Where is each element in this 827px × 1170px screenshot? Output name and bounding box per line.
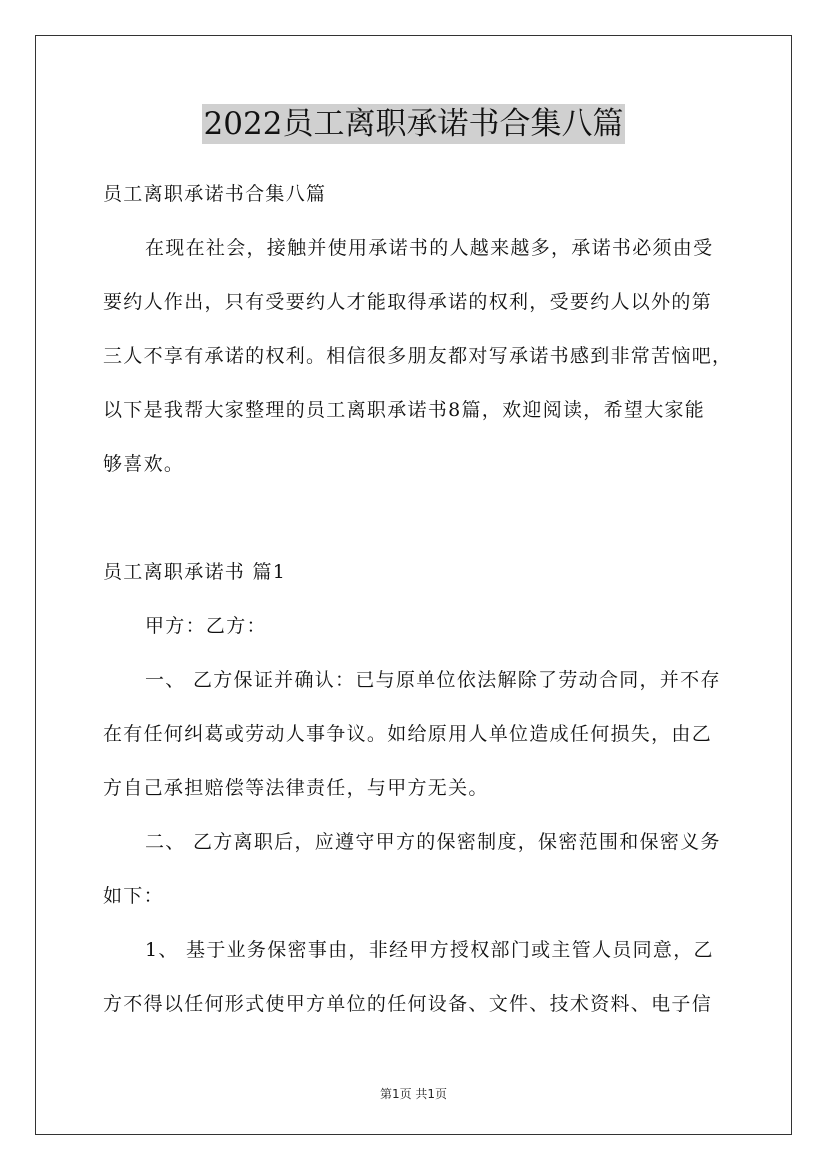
paragraph-line: 1、 基于业务保密事由，非经甲方授权部门或主管人员同意，乙	[145, 939, 714, 961]
document-title: 2022员工离职承诺书合集八篇	[203, 106, 624, 142]
paragraph-line: 一、 乙方保证并确认：已与原单位依法解除了劳动合同，并不存	[145, 669, 721, 691]
paragraph-line: 在有任何纠葛或劳动人事争议。如给原用人单位造成任何损失，由乙	[103, 723, 713, 745]
subtitle-line: 员工离职承诺书合集八篇	[103, 183, 327, 205]
paragraph-line: 方自己承担赔偿等法律责任，与甲方无关。	[103, 777, 489, 799]
paragraph-line: 以下是我帮大家整理的员工离职承诺书8篇，欢迎阅读，希望大家能	[103, 399, 706, 421]
section-heading: 员工离职承诺书 篇1	[103, 561, 287, 583]
paragraph-line: 够喜欢。	[103, 453, 185, 475]
page-footer: 第1页 共1页	[379, 1087, 448, 1101]
paragraph-line: 三人不享有承诺的权利。相信很多朋友都对写承诺书感到非常苦恼吧，	[103, 345, 733, 367]
paragraph-line: 方不得以任何形式使甲方单位的任何设备、文件、技术资料、电子信	[103, 993, 713, 1015]
paragraph-line: 要约人作出，只有受要约人才能取得承诺的权利，受要约人以外的第	[103, 291, 713, 313]
paragraph-line: 在现在社会，接触并使用承诺书的人越来越多，承诺书必须由受	[145, 237, 714, 259]
paragraph-line: 如下：	[103, 885, 164, 907]
paragraph-line: 甲方：乙方：	[145, 615, 267, 637]
title-container	[0, 104, 827, 144]
paragraph-line: 二、 乙方离职后，应遵守甲方的保密制度，保密范围和保密义务	[145, 831, 721, 853]
